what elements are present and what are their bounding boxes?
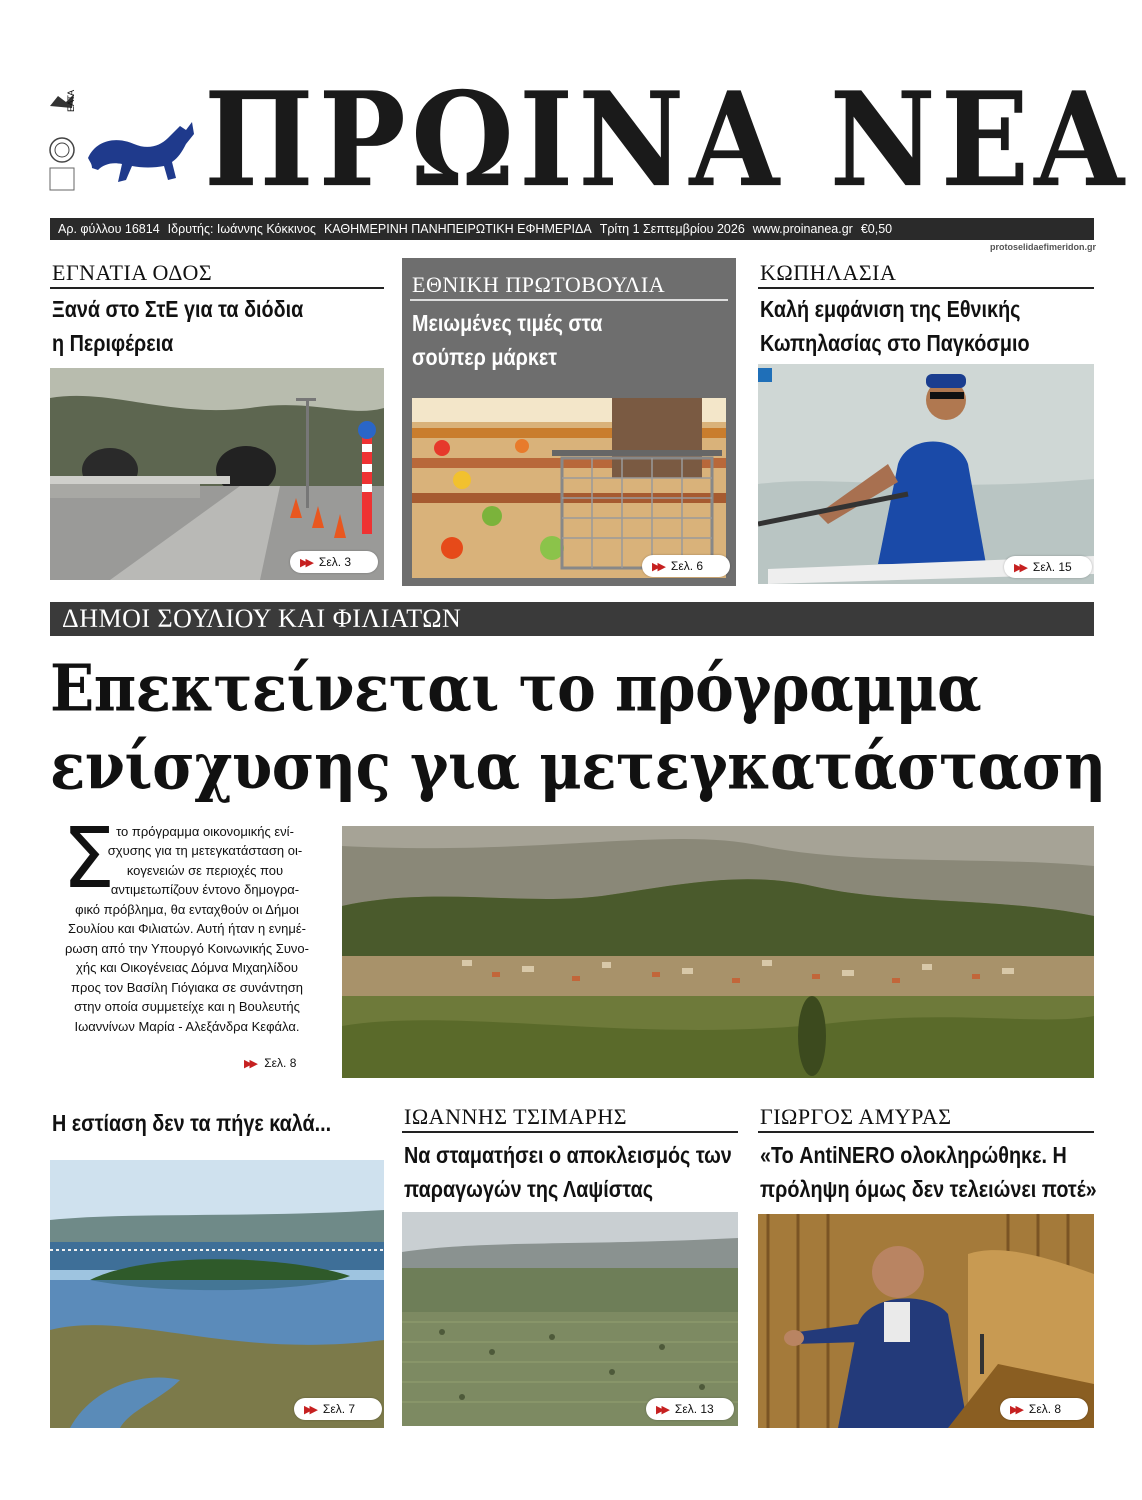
arrow-icon: ▶▶ (1010, 1404, 1021, 1416)
arrow-icon: ▶▶ (656, 1404, 667, 1416)
info-bar (50, 218, 1094, 240)
story2-kicker: ΕΘΝΙΚΗ ΠΡΩΤΟΒΟΥΛΙΑ (412, 272, 666, 297)
elta-label: ΕΛΤΑ (66, 89, 76, 112)
main-body-line: χής και Οικογένειας Δόμνα Μιχαηλίδου (76, 960, 298, 975)
main-body-line: στην οποία συμμετείχε και η Βουλευτής (74, 999, 300, 1014)
highway-tunnel-photo[interactable] (50, 368, 384, 580)
main-body-line: προς τον Βασίλη Γιόγιακα σε συνάντηση (71, 980, 303, 995)
arrow-icon: ▶▶ (1014, 562, 1025, 574)
mountain-village-photo[interactable] (342, 826, 1094, 1078)
bottom2-rule (402, 1131, 738, 1133)
bottom2-page-ref[interactable]: ▶▶ Σελ. 13 (646, 1398, 734, 1420)
story3-headline-line2[interactable]: Κωπηλασίας στο Παγκόσμιο (760, 330, 1030, 356)
website-link[interactable]: www.proinanea.gr (752, 222, 853, 236)
main-headline-line1[interactable]: Επεκτείνεται το πρόγραμμα (50, 650, 982, 727)
bottom1-headline-line1[interactable]: Η εστίαση δεν τα πήγε καλά... (52, 1110, 332, 1136)
story1-headline-line1[interactable]: Ξανά στο ΣτΕ για τα διόδια (52, 296, 304, 322)
supermarket-cart-photo[interactable] (412, 398, 726, 578)
rower-photo[interactable] (758, 364, 1094, 584)
main-page-ref[interactable]: ▶▶ Σελ. 8 (244, 1056, 297, 1070)
bottom3-kicker: ΓΙΩΡΓΟΣ ΑΜΥΡΑΣ (760, 1104, 952, 1129)
issue-number: Αρ. φύλλου 16814 (58, 222, 160, 236)
arrow-icon: ▶▶ (304, 1404, 315, 1416)
goat-logo-icon (82, 118, 200, 190)
story1-rule (50, 287, 384, 289)
story1-headline-line2[interactable]: η Περιφέρεια (52, 330, 174, 356)
masthead-title: ΠΡΩΙΝΑ ΝΕΑ (204, 64, 1130, 217)
arrow-icon: ▶▶ (652, 561, 663, 573)
tagline: ΚΑΘΗΜΕΡΙΝΗ ΠΑΝΗΠΕΙΡΩΤΙΚΗ ΕΦΗΜΕΡΙΔΑ (323, 222, 592, 236)
main-body-line: Σουλίου και Φιλιατών. Αυτή ήταν η ενημέ- (68, 921, 306, 936)
speaker-parliament-photo[interactable] (758, 1214, 1094, 1428)
main-body-line: το πρόγραμμα οικονομικής ενί- (116, 824, 294, 839)
story2-headline-line1[interactable]: Μειωμένες τιμές στα (412, 310, 603, 336)
issue-date: Τρίτη 1 Σεπτεμβρίου 2026 (599, 222, 745, 236)
main-body-line: αντιμετωπίζουν έντονο δημογρα- (110, 882, 300, 897)
main-body-line: σχυσης για τη μετεγκατάσταση οι- (107, 843, 303, 858)
price: €0,50 (860, 222, 893, 236)
bottom2-headline-line1[interactable]: Να σταματήσει ο αποκλεισμός των (404, 1142, 732, 1168)
arrow-icon: ▶▶ (300, 557, 311, 569)
elta-stamp (46, 89, 80, 192)
story3-rule (758, 287, 1094, 289)
bottom2-headline-line2[interactable]: παραγωγών της Λαψίστας (404, 1176, 654, 1202)
main-body-line: ρωση από την Υπουργό Κοινωνικής Συνο- (65, 941, 309, 956)
main-body-line: Ιωαννίνων Μαρία - Αλεξάνδρα Κεφάλα. (74, 1019, 300, 1034)
story2-page-ref[interactable]: ▶▶ Σελ. 6 (642, 555, 730, 577)
story2-rule (410, 299, 728, 301)
story3-page-ref[interactable]: ▶▶ Σελ. 15 (1004, 556, 1092, 578)
bottom3-headline-line1[interactable]: «Το AntiNERO ολοκληρώθηκε. Η (760, 1142, 1067, 1168)
bottom3-page-ref[interactable]: ▶▶ Σελ. 8 (1000, 1398, 1088, 1420)
plain-aerial-photo[interactable] (402, 1212, 738, 1426)
bottom1-page-ref[interactable]: ▶▶ Σελ. 7 (294, 1398, 382, 1420)
main-kicker: ΔΗΜΟΙ ΣΟΥΛΙΟΥ ΚΑΙ ΦΙΛΙΑΤΩΝ (62, 604, 462, 633)
bottom3-rule (758, 1131, 1094, 1133)
bottom2-kicker: ΙΩΑΝΝΗΣ ΤΣΙΜΑΡΗΣ (404, 1104, 628, 1129)
watermark: protoselidaefimeridon.gr (990, 242, 1097, 252)
founder: Ιδρυτής: Ιωάννης Κόκκινος (167, 222, 316, 236)
story1-page-ref[interactable]: ▶▶ Σελ. 3 (290, 551, 378, 573)
main-body-line: κογενειών σε περιοχές που (126, 863, 284, 878)
story3-headline-line1[interactable]: Καλή εμφάνιση της Εθνικής (760, 296, 1021, 322)
story1-kicker: ΕΓΝΑΤΙΑ ΟΔΟΣ (52, 260, 213, 285)
main-headline-line2[interactable]: ενίσχυσης για μετεγκατάσταση (50, 728, 1106, 805)
story3-kicker: ΚΩΠΗΛΑΣΙΑ (760, 260, 897, 285)
drop-cap: Σ (62, 809, 116, 907)
arrow-icon: ▶▶ (244, 1058, 255, 1070)
bottom3-headline-line2[interactable]: πρόληψη όμως δεν τελειώνει ποτέ» (760, 1176, 1097, 1202)
main-body-line: φικό πρόβλημα, θα ενταχθούν οι Δήμοι (75, 902, 299, 917)
lake-aerial-photo[interactable] (50, 1160, 384, 1428)
story2-headline-line2[interactable]: σούπερ μάρκετ (412, 344, 558, 370)
